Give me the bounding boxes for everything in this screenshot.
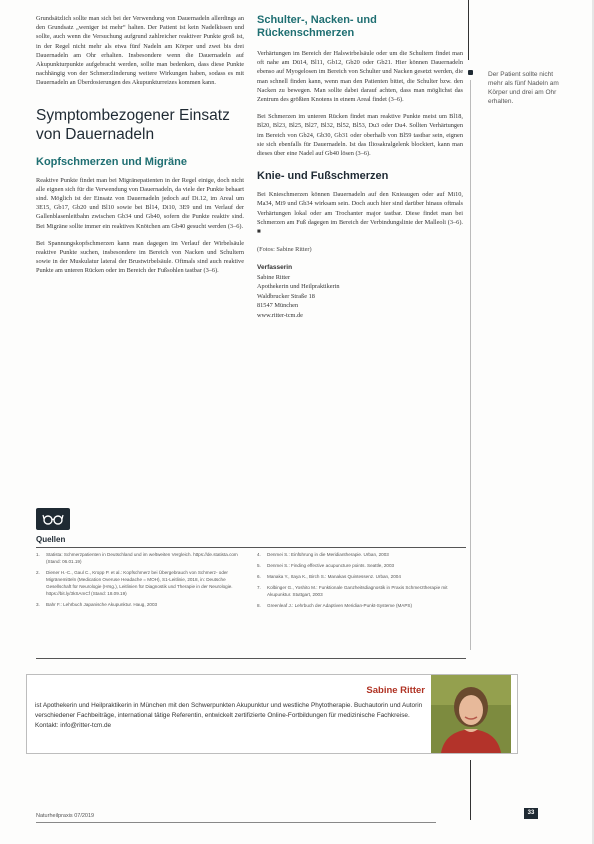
- author-label: Verfasserin: [257, 264, 293, 272]
- source-text: Greenleaf J.: Lehrbuch der Adaptiven Meridian-Punkt-Systeme (MAPS): [267, 603, 413, 608]
- divider: [36, 547, 466, 548]
- source-number: 3.: [36, 602, 40, 607]
- paragraph-spannungskopfschmerz: Bei Spannungskopfschmerzen kann man dagegen im Verlauf der Wirbelsäule reaktive Punkte suchen, insbesondere im Bereich von Nacken und Schultern sowie in der Muskulatur lateral der Brustwirbelsäule. Oftmals sind auch reaktive Punkte am unteren Rücken oder im Bereich der Fußsohlen tastbar (3–6).: [36, 239, 244, 275]
- source-number: 7.: [257, 585, 261, 590]
- source-number: 2.: [36, 570, 40, 575]
- main-heading: Symptombezogener Einsatz von Dauernadeln: [36, 106, 230, 143]
- source-number: 5.: [257, 563, 261, 568]
- column-divider: [470, 760, 471, 820]
- paragraph-schulter: Verhärtungen im Bereich der Halswirbelsäule oder um die Schultern findet man oft nahe am Dü14, Bl11, Gb12, Gb20 oder Gb21. Hier können Dauernadeln ebenso auf Myogelosen im Bereich von Schulter und Nacken gesetzt werden, die man schnell finden kann, wenn man den Patienten bittet, die Schulter bzw. den Nacken zu bewegen. Man sollte dabei darauf achten, dass man möglichst das Zentrum des größten Knotens in einem Areal findet (3–6).: [257, 50, 463, 104]
- divider: [36, 658, 466, 659]
- photo-credit: (Fotos: Sabine Ritter): [257, 246, 312, 254]
- page-number: 33: [524, 808, 538, 819]
- source-item: [257, 562, 467, 569]
- author-block: [257, 263, 463, 320]
- source-number: 8.: [257, 603, 261, 608]
- source-text: Denmei S.: Finding effective acupuncture points. Seattle, 2003: [267, 563, 395, 568]
- column-divider: [470, 80, 471, 650]
- sources-title: Quellen: [36, 535, 66, 544]
- sidebar-note-text: Der Patient sollte nicht mehr als fünf Nadeln am Körper und drei am Ohr erhalten.: [488, 71, 559, 105]
- source-text: Diener H.-C., Gaul C., Kropp P. et al.: Kopfschmerz bei Übergebrauch von Schmerz- oder Migränemitteln (Medication Overuse Headache = MOH), S1-Leitlinie, 2018, in: Deutsche Gesellschaft für Neurologie (Hrsg.), Leitlinien für Diagnostik und Therapie in der Neurologie. https://bit.ly/3kSAmCf (Stand: 18.09.19): [46, 570, 233, 596]
- source-item: [257, 573, 467, 580]
- sources-list-left: [36, 551, 246, 612]
- publication-name: Naturheilpraxis 07/2019: [36, 813, 95, 819]
- author-bio-box: [26, 674, 518, 754]
- bio-name: Sabine Ritter: [366, 685, 425, 696]
- sidebar-note: [488, 70, 566, 106]
- sources-list-right: [257, 551, 467, 613]
- glasses-icon: [36, 508, 70, 530]
- sub-heading-kopfschmerzen: Kopfschmerzen und Migräne: [36, 155, 187, 168]
- source-number: 1.: [36, 552, 40, 557]
- sidebar-bullet-icon: [468, 70, 473, 75]
- intro-paragraph: Grundsätzlich sollte man sich bei der Verwendung von Dauernadeln allerdings an den Grundsatz „weniger ist mehr“ halten. Der Patient ist kein Nadelkissen und sollte, auch wenn die Versuchung aufgrund zahlreicher reaktiver Punkte groß ist, in der Regel nicht mehr als etwa fünf Nadeln am Körper und zwei bis drei Dauernadeln am Ohr erhalten. Insbesondere wenn die Dauernadeln auf Akupunkturpunkte aufgebracht werden, sollte man bedenken, dass diese Punkte nachhängig von der Schmerzlinderung weitere Wirkungen haben, sodass es mit Dauernadeln an Überdosierungen des Akupunkturreizes kommen kann.: [36, 15, 244, 87]
- left-column: [36, 14, 244, 276]
- author-photo: [431, 675, 511, 753]
- paragraph-ruecken: Bei Schmerzen im unteren Rücken findet man reaktive Punkte meist um Bl18, Bl20, Bl23, Bl25, Bl27, Bl32, Bl52, Bl53, Du3 oder Du4. Sollten Verhärtungen im Bereich von Gb24, Gb30, Gb31 oder oberhalb von Bl59 tastbar sein, eignen sie sich ebenfalls für Dauernadeln. Ist das Iliosakralgelenk blockiert, kann man dieses über eine Nadel auf Gb40 lösen (3–6).: [257, 113, 463, 158]
- author-line: Sabine Ritter: [257, 273, 291, 281]
- source-item: [36, 569, 246, 597]
- source-item: [257, 551, 467, 558]
- heading-knie: Knie- und Fußschmerzen: [257, 170, 389, 183]
- source-item: [36, 551, 246, 565]
- divider: [36, 822, 436, 823]
- heading-schulter: Schulter-, Nacken- und Rückenschmerzen: [257, 14, 377, 39]
- source-number: 6.: [257, 574, 261, 579]
- bio-text: ist Apothekerin und Heilpraktikerin in München mit den Schwerpunkten Akupunktur und westliche Phytotherapie. Buchautorin und Autorin verschiedener Fachbeiträge, international tätige Referentin, entwickelt zertifizierte Online-Fortbildungen für medizinische Fachkreise. Kontakt: info@ritter-tcm.de: [35, 702, 423, 729]
- source-number: 4.: [257, 552, 261, 557]
- paragraph-knie: Bei Knieschmerzen können Dauernadeln auf den Knieaugen oder auf Mi10, Ma34, Mi9 und Gb34 wirksam sein. Doch auch hier sind darüber hinaus oftmals Verhärtungen lokal oder am Trochanter major tastbar. Diese findet man bei Schmerzen am Fuß dagegen im Bereich der Verbindungslinie der Malleoli (3–6). ■: [257, 191, 463, 236]
- source-item: [36, 601, 246, 608]
- paragraph-migraene: Reaktive Punkte findet man bei Migränepatienten in der Regel einige, doch nicht alle eignen sich für die Verwendung von Dauernadeln, da viele der Punkte behaart sind. Möglich ist der Einsatz von Dauernadeln jedoch auf Di.12, im Areal um 3E15, Gb17, Gb20 und Bl10 sowie bei Bl14, Di10, 3E9 und im Verlauf der Gallenblasenleitbahn zwischen Gb34 und Gb40, sofern die Punkte reaktiv sind. Bei Migräne sollte immer ein reaktives Knötchen am Gb40 gesucht werden (3–6).: [36, 176, 244, 230]
- column-divider: [468, 0, 469, 60]
- source-text: Kolbinger G., Yoshito M.: Funktionale Ganzheitsdiagnostik in Praxis Schmerztherapie mit Akupunktur. Stuttgart, 2003: [267, 585, 448, 597]
- middle-column: [257, 14, 463, 320]
- source-item: [257, 602, 467, 609]
- source-text: Denmei S.: Einführung in die Meridiantherapie. Urban, 2003: [267, 552, 389, 557]
- author-line: www.ritter-tcm.de: [257, 311, 303, 319]
- source-item: [257, 584, 467, 598]
- author-line: Apothekerin und Heilpraktikerin: [257, 283, 340, 291]
- source-text: Statista: Schmerzpatienten in Deutschland und im weltweiten Vergleich. https://de.statista.com (Stand: 06.01.19): [46, 552, 238, 564]
- author-line: Waldbrucker Straße 18: [257, 292, 315, 300]
- source-text: Manaka Y., Itaya K., Birch S.: Manakas Quintessenz. Urban, 2004: [267, 574, 401, 579]
- source-text: Bahr F.: Lehrbuch Japanische Akupunktur. Haug, 2003: [46, 602, 158, 607]
- author-line: 81547 München: [257, 302, 299, 310]
